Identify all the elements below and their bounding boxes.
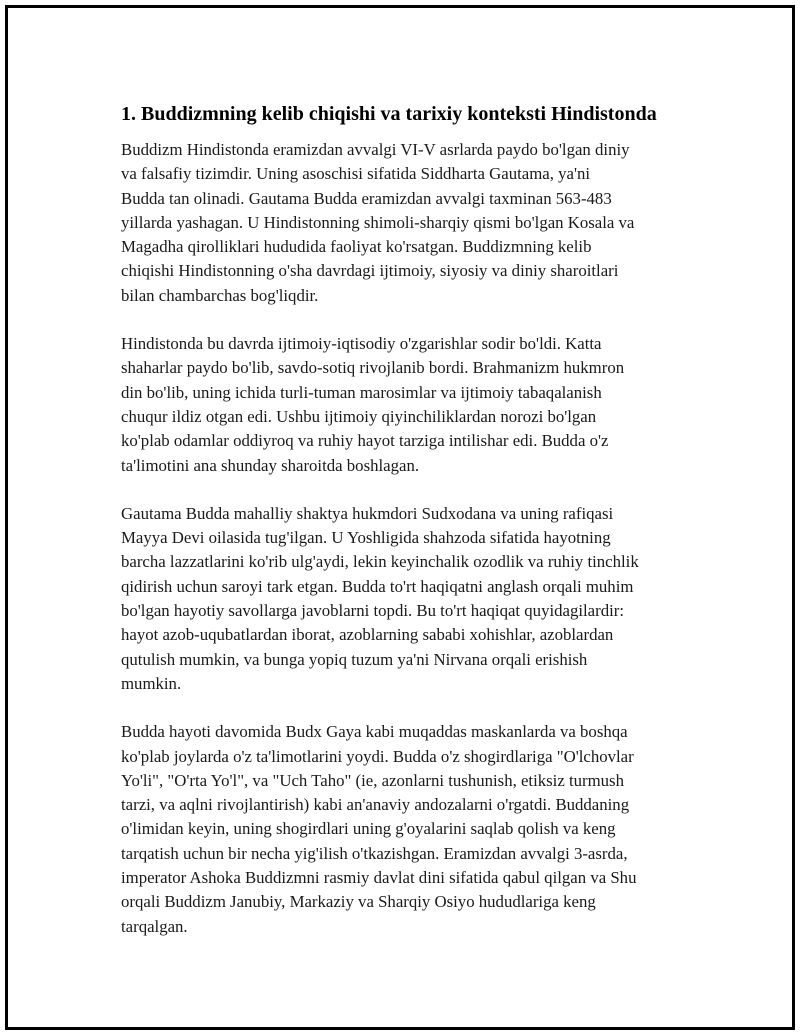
page-frame	[5, 5, 795, 1030]
text-line: Hindistonda bu davrda ijtimoiy-iqtisodiy o'zgarishlar sodir bo'ldi. Katta	[121, 334, 602, 354]
text-line: qutulish mumkin, va bunga yopiq tuzum ya'ni Nirvana orqali erishish	[121, 649, 588, 669]
document-body	[121, 101, 701, 963]
text-line: yillarda yashagan. U Hindistonning shimoli-sharqiy qismi bo'lgan Kosala va	[121, 212, 635, 232]
text-line: Budda tan olinadi. Gautama Budda eramizdan avvalgi taxminan 563-483	[121, 188, 612, 208]
text-line: din bo'lib, uning ichida turli-tuman marosimlar va ijtimoiy tabaqalanish	[121, 382, 602, 402]
text-line: ko'plab odamlar oddiyroq va ruhiy hayot tarziga intilishar edi. Budda o'z	[121, 431, 609, 451]
body-paragraph	[121, 138, 701, 308]
text-line: Yo'li", "O'rta Yo'l", va "Uch Taho" (ie, azonlarni tushunish, etiksiz turmush	[121, 770, 624, 790]
text-line: hayot azob-uqubatlardan iborat, azoblarning sababi xohishlar, azoblardan	[121, 625, 614, 645]
paragraphs-container	[121, 138, 701, 939]
text-line: o'limidan keyin, uning shogirdlari uning g'oyalarini saqlab qolish va keng	[121, 819, 616, 839]
text-line: Gautama Budda mahalliy shaktya hukmdori Sudxodana va uning rafiqasi	[121, 503, 614, 523]
text-line: Mayya Devi oilasida tug'ilgan. U Yoshligida shahzoda sifatida hayotning	[121, 528, 611, 548]
body-paragraph	[121, 502, 701, 696]
text-line: barcha lazzatlarini ko'rib ulg'aydi, lekin keyinchalik ozodlik va ruhiy tinchlik	[121, 552, 639, 572]
body-paragraph	[121, 332, 701, 478]
text-line: tarzi, va aqlni rivojlantirish) kabi an'anaviy andozalarni o'rgatdi. Buddaning	[121, 795, 630, 815]
text-line: va falsafiy tizimdir. Uning asoschisi sifatida Siddharta Gautama, ya'ni	[121, 164, 591, 184]
section-heading: 1. Buddizmning kelib chiqishi va tarixiy konteksti Hindistonda	[121, 103, 657, 125]
text-line: Budda hayoti davomida Budx Gaya kabi muqaddas maskanlarda va boshqa	[121, 722, 628, 742]
text-line: Magadha qirolliklari hududida faoliyat ko'rsatgan. Buddizmning kelib	[121, 237, 592, 257]
text-line: chuqur ildiz otgan edi. Ushbu ijtimoiy qiyinchiliklardan norozi bo'lgan	[121, 406, 597, 426]
text-line: ko'plab joylarda o'z ta'limotlarini yoydi. Budda o'z shogirdlariga "O'lchovlar	[121, 746, 634, 766]
text-line: Buddizm Hindistonda eramizdan avvalgi VI-V asrlarda paydo bo'lgan diniy	[121, 140, 630, 159]
body-paragraph	[121, 720, 701, 939]
text-line: mumkin.	[121, 673, 182, 693]
text-line: tarqatish uchun bir necha yig'ilish o'tkazishgan. Eramizdan avvalgi 3-asrda,	[121, 843, 628, 863]
text-line: imperator Ashoka Buddizmni rasmiy davlat dini sifatida qabul qilgan va Shu	[121, 868, 637, 888]
text-line: chiqishi Hindistonning o'sha davrdagi ijtimoiy, siyosiy va diniy sharoitlari	[121, 261, 619, 281]
text-line: bo'lgan hayotiy savollarga javoblarni topdi. Bu to'rt haqiqat quyidagilardir:	[121, 601, 625, 621]
text-line: orqali Buddizm Janubiy, Markaziy va Sharqiy Osiyo hududlariga keng	[121, 892, 596, 912]
text-line: bilan chambarchas bog'liqdir.	[121, 285, 319, 305]
text-line: shaharlar paydo bo'lib, savdo-sotiq rivojlanib bordi. Brahmanizm hukmron	[121, 358, 625, 378]
text-line: ta'limotini ana shunday sharoitda boshlagan.	[121, 455, 420, 475]
text-line: qidirish uchun saroyi tark etgan. Budda to'rt haqiqatni anglash orqali muhim	[121, 576, 634, 596]
text-line: tarqalgan.	[121, 916, 188, 936]
